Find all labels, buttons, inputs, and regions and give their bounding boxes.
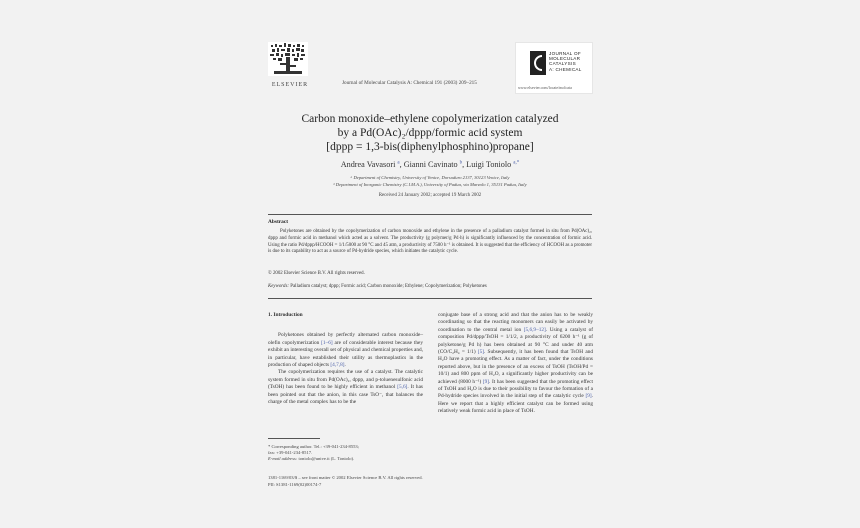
- elsevier-tree-icon: [268, 42, 308, 76]
- author-affiliation-mark[interactable]: a,*: [513, 160, 520, 166]
- author-name: Andrea Vavasori: [340, 160, 396, 169]
- received-dates: Received 24 January 2002; accepted 19 March 2002: [378, 193, 482, 198]
- citation-link[interactable]: [5,6,9–12]: [523, 326, 546, 333]
- publisher-name: ELSEVIER: [271, 82, 309, 88]
- citation-link[interactable]: [5]: [477, 349, 484, 356]
- citation-link[interactable]: [9]: [585, 393, 592, 400]
- citation-link[interactable]: [4,7,8]: [330, 362, 345, 369]
- affiliation: ᵃ Department of Chemistry, University of Venice, Dorsoduro 2137, 30123 Venice, Italy: [350, 175, 510, 180]
- section-heading: 1. Introduction: [268, 312, 303, 318]
- journal-logo: [515, 42, 593, 94]
- body-column-right: [438, 312, 593, 416]
- title-line: Carbon monoxide–ethylene copolymerization catalyzed: [301, 113, 559, 125]
- email-label: E-mail address:: [268, 456, 298, 462]
- affiliation: ᵇ Department of Inorganic Chemistry (C.I.M.A.), University of Padua, via Marzolo 1, 35131 Padua, Italy: [333, 182, 527, 187]
- issn-line: 1381-1169/03/$ – see front matter © 2002 Elsevier Science B.V. All rights reserved.: [268, 475, 423, 480]
- journal-url[interactable]: www.elsevier.com/locate/molcata: [518, 85, 572, 90]
- journal-emblem-icon: [530, 51, 546, 75]
- citation-link[interactable]: [5,6]: [397, 384, 408, 391]
- publication-info: [268, 475, 423, 488]
- fax-number: fax: +39-041-234-8517.: [268, 450, 313, 456]
- author-name: Luigi Toniolo: [466, 160, 512, 169]
- author-name: Gianni Cavinato: [403, 160, 458, 169]
- citation-link[interactable]: [9]: [482, 378, 490, 385]
- abstract-text: Polyketones are obtained by the copolymerization of carbon monoxide and ethylene in the presence of a palladium catalyst formed in situ from Pd(OAc)₂, dppp and formic acid in methanol which acted as a solvent. The productivity (g polymer/g Pd·h) is significantly influenced by the concentration of formic acid. Using the ratio Pd/dppp/HCOOH = 1/1/5000 at 90 °C and 45 atm, a productivity of 7500 h⁻¹ is obtained. It is suggested that the efficiency of HCOOH as a promoter is due to its capability to act as a source of Pd-hydride species, which initiates the catalytic cycle.: [268, 229, 592, 255]
- journal-logo-title: JOURNAL OF MOLECULAR CATALYSIS A: CHEMICAL: [549, 51, 582, 72]
- author-affiliation-mark[interactable]: b: [459, 160, 463, 166]
- keywords: [268, 284, 592, 289]
- journal-citation: Journal of Molecular Catalysis A: Chemical 191 (2003) 209–215: [342, 80, 477, 86]
- keywords-label: Keywords:: [268, 284, 290, 289]
- abstract-copyright: © 2002 Elsevier Science B.V. All rights reserved.: [268, 271, 365, 276]
- title-line: by a Pd(OAc)₂/dppp/formic acid system: [337, 127, 523, 140]
- divider: [268, 214, 592, 215]
- body-paragraph: The copolymerization requires the use of a catalyst. The catalytic system formed in situ from Pd(OAc)₂, dppp, and p-toluenesulfonic acid (TsOH) has been found to be highly efficient in methanol [5,6]. It has been pointed out that the anion, in this case TsO⁻, that balances the charge of the metal complex has to be the: [268, 369, 423, 406]
- keywords-text: Palladium catalyst; dppp; Formic acid; Carbon monoxide; Ethylene; Copolymerization; Polyketones: [290, 284, 487, 289]
- footnote-divider: [268, 438, 320, 439]
- footnotes: [268, 444, 428, 463]
- author-affiliation-mark[interactable]: a: [397, 160, 400, 166]
- divider: [268, 298, 592, 299]
- paper-title: [268, 112, 592, 155]
- body-paragraph: conjugate base of a strong acid and that the anion has to be weakly coordinating so that the reacting monomers can easily be activated by coordination to the central metal ion [5,6,9–12]. Using a catalyst of composition Pd/dppp/TsOH = 1/1/2, a productivity of 6200 h⁻¹ (g of polyketone/g Pd h) has been obtained at 90 °C and under 40 atm (CO/C₂H₄ = 1/1) [5]. Subsequently, it has been found that TsOH and H₂O have a promoting effect. As a matter of fact, under the conditions reported above, but in the presence of an excess of TsOH (TsOH/Pd = 10/1) and 800 ppm of H₂O, a significantly higher productivity can be achieved (8000 h⁻¹) [9]. It has been suggested that the promoting effect of TsOH and H₂O is due to their possibility to favour the formation of a Pd-hydride species involved in the initial step of the catalytic cycle [9]. Here we report that a highly efficient catalyst can be formed using relatively weak formic acid in place of TsOH.: [438, 312, 593, 415]
- body-paragraph: Polyketones obtained by perfectly alternated carbon monoxide–olefin copolymerization [1–6] are of considerable interest because they exhibit an interesting overall set of physical and chemical properties and, in particular, have established their utility as thermoplastics in the production of shaped objects [4,7,8].: [268, 332, 423, 369]
- abstract-heading: Abstract: [268, 219, 289, 225]
- title-line: [dppp = 1,3-bis(diphenylphosphino)propane]: [326, 141, 534, 154]
- email-line: [268, 456, 428, 462]
- email-address[interactable]: toniolo@unive.it (L. Toniolo).: [298, 456, 355, 462]
- corresponding-author: * Corresponding author. Tel.: +39-041-234-8553;: [268, 444, 359, 449]
- author-list: Andrea Vavasori $^a$, Gianni Cavinato $^b$, Luigi Toniolo $^{a,*}$: [340, 160, 520, 169]
- body-column-left: [268, 312, 423, 406]
- elsevier-logo: [268, 42, 312, 88]
- pii-line: PII: S1381-1169(02)00174-7: [268, 481, 322, 487]
- citation-link[interactable]: [1–6]: [321, 339, 333, 346]
